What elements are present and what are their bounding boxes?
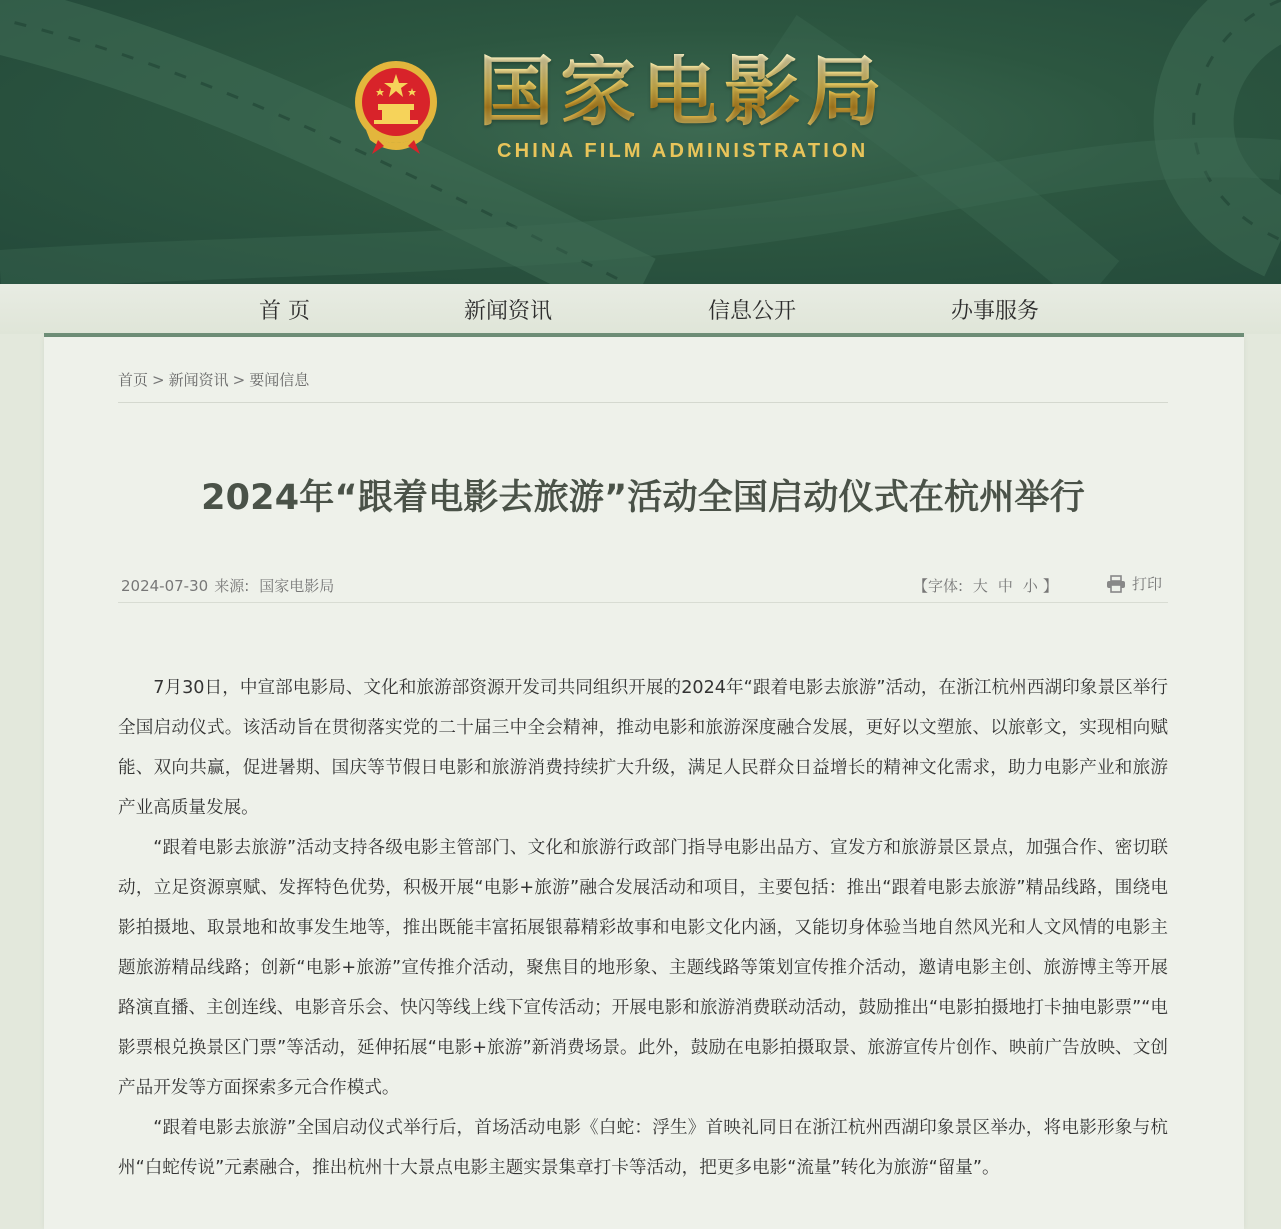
nav-item-home[interactable]: 首 页 <box>259 299 310 324</box>
main-nav <box>0 284 1281 334</box>
font-size-control <box>913 575 1058 596</box>
font-size-close: 】 <box>1042 577 1058 595</box>
article-paragraph: 7月30日，中宣部电影局、文化和旅游部资源开发司共同组织开展的2024年“跟着电影去旅游”活动，在浙江杭州西湖印象景区举行全国启动仪式。该活动旨在贯彻落实党的二十届三中全会精神，推动电影和旅游深度融合发展，更好以文塑旅、以旅彰文，实现相向赋能、双向共赢，促进暑期、国庆等节假日电影和旅游消费持续扩大升级，满足人民群众日益增长的精神文化需求，助力电影产业和旅游产业高质量发展。 <box>118 678 1168 818</box>
breadcrumb-separator: > <box>232 371 246 389</box>
breadcrumb-separator: > <box>152 371 165 389</box>
article-paragraph: “跟着电影去旅游”活动支持各级电影主管部门、文化和旅游行政部门指导电影出品方、宣发方和旅游景区景点，加强合作、密切联动，立足资源禀赋、发挥特色优势，积极开展“电影+旅游”融合发展活动和项目，主要包括：推出“跟着电影去旅游”精品线路，围绕电影拍摄地、取景地和故事发生地等，推出既能丰富拓展银幕精彩故事和电影文化内涵，又能切身体验当地自然风光和人文风情的电影主题旅游精品线路；创新“电影+旅游”宣传推介活动，聚焦目的地形象、主题线路等策划宣传推介活动，邀请电影主创、旅游博主等开展路演直播、主创连线、电影音乐会、快闪等线上线下宣传活动；开展电影和旅游消费联动活动，鼓励推出“电影拍摄地打卡抽电影票”“电影票根兑换景区门票”等活动，延伸拓展“电影+旅游”新消费场景。此外，鼓励在电影拍摄取景、旅游宣传片创作、映前广告放映、文创产品开发等方面探索多元合作模式。 <box>118 838 1168 1098</box>
meta-divider <box>118 602 1168 603</box>
site-title-cn: 国家电影局 <box>478 47 888 136</box>
article-meta <box>121 575 334 596</box>
header-banner <box>0 0 1281 284</box>
breadcrumb-current[interactable]: 要闻信息 <box>249 371 310 389</box>
font-size-label: 【字体: <box>913 577 964 595</box>
nav-item-news[interactable]: 新闻资讯 <box>464 299 553 324</box>
article-body <box>118 668 1168 1188</box>
font-size-small[interactable]: 小 <box>1022 577 1038 595</box>
print-button[interactable] <box>1106 573 1162 594</box>
breadcrumb-home[interactable]: 首页 <box>118 371 149 389</box>
breadcrumb <box>118 369 309 390</box>
font-size-large[interactable]: 大 <box>972 577 988 595</box>
print-label: 打印 <box>1132 575 1163 593</box>
breadcrumb-news[interactable]: 新闻资讯 <box>168 371 229 389</box>
article-paragraph: “跟着电影去旅游”全国启动仪式举行后，首场活动电影《白蛇：浮生》首映礼同日在浙江杭州西湖印象景区举办，将电影形象与杭州“白蛇传说”元素融合，推出杭州十大景点电影主题实景集章打卡等活动，把更多电影“流量”转化为旅游“留量”。 <box>118 1118 1168 1178</box>
site-title-en: CHINA FILM ADMINISTRATION <box>497 140 869 162</box>
national-emblem-icon <box>352 60 440 156</box>
printer-icon <box>1106 575 1126 593</box>
article-date: 2024-07-30 <box>121 577 209 595</box>
nav-item-services[interactable]: 办事服务 <box>951 299 1040 324</box>
source-label: 来源: <box>214 577 250 595</box>
article-title: 2024年“跟着电影去旅游”活动全国启动仪式在杭州举行 <box>201 478 1085 518</box>
article-source: 国家电影局 <box>259 577 335 595</box>
font-size-medium[interactable]: 中 <box>997 577 1013 595</box>
nav-item-info-disclosure[interactable]: 信息公开 <box>708 299 797 324</box>
breadcrumb-divider <box>118 402 1168 403</box>
